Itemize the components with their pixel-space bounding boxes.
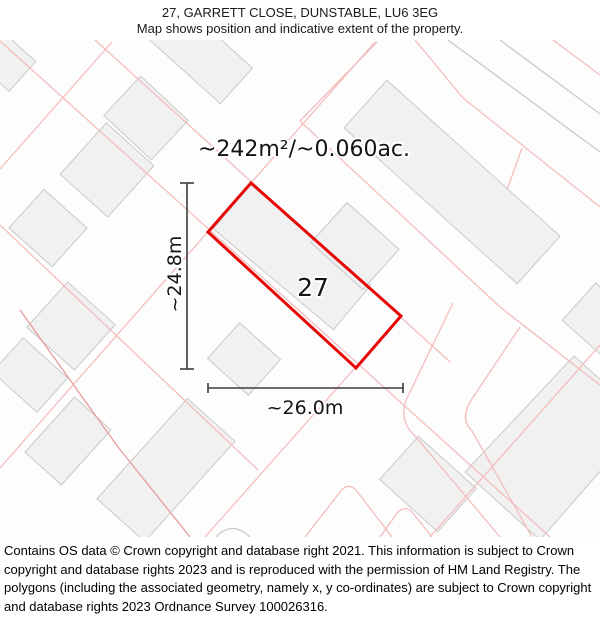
building-footprint — [562, 283, 600, 367]
header — [0, 0, 600, 40]
vertical-dimension — [164, 183, 194, 369]
parcel-boundary-line — [507, 148, 522, 190]
page-subtitle: Map shows position and indicative extent of the property. — [136, 21, 464, 36]
parcel-boundary-line — [500, 40, 600, 114]
parcel-boundary-line — [0, 41, 550, 537]
building-footprint — [9, 189, 87, 266]
dim-height-label: ~24.8m — [164, 235, 186, 313]
road-edge-curve — [216, 529, 250, 538]
building-footprint — [465, 356, 600, 537]
building-footprint — [0, 40, 36, 91]
road-edge-curve — [305, 486, 392, 537]
map-canvas — [0, 40, 600, 537]
page-title: 27, GARRETT CLOSE, DUNSTABLE, LU6 3EG — [161, 5, 439, 20]
footer — [0, 537, 600, 616]
building-footprint — [208, 323, 281, 395]
horizontal-dimension — [208, 383, 403, 419]
parcel-boundary-line — [448, 40, 600, 152]
dim-width-label: ~26.0m — [266, 397, 344, 419]
map-area — [0, 40, 600, 537]
copyright-text: Contains OS data © Crown copyright and database right 2021. This information is subject to Crown copyright and database rights 2023 and is reproduced with the permission of HM Land Registry. The polygons (including the associated geometry, namely x, y co-ordinates) are subject to Crown copyright and database rights 2023 Ordnance Survey 100026316. — [4, 543, 592, 614]
parcel-boundary-line — [553, 40, 600, 75]
plot-number-label: 27 — [297, 273, 329, 302]
building-footprint — [97, 398, 235, 537]
area-label: ~242m²/~0.060ac. — [197, 137, 411, 162]
